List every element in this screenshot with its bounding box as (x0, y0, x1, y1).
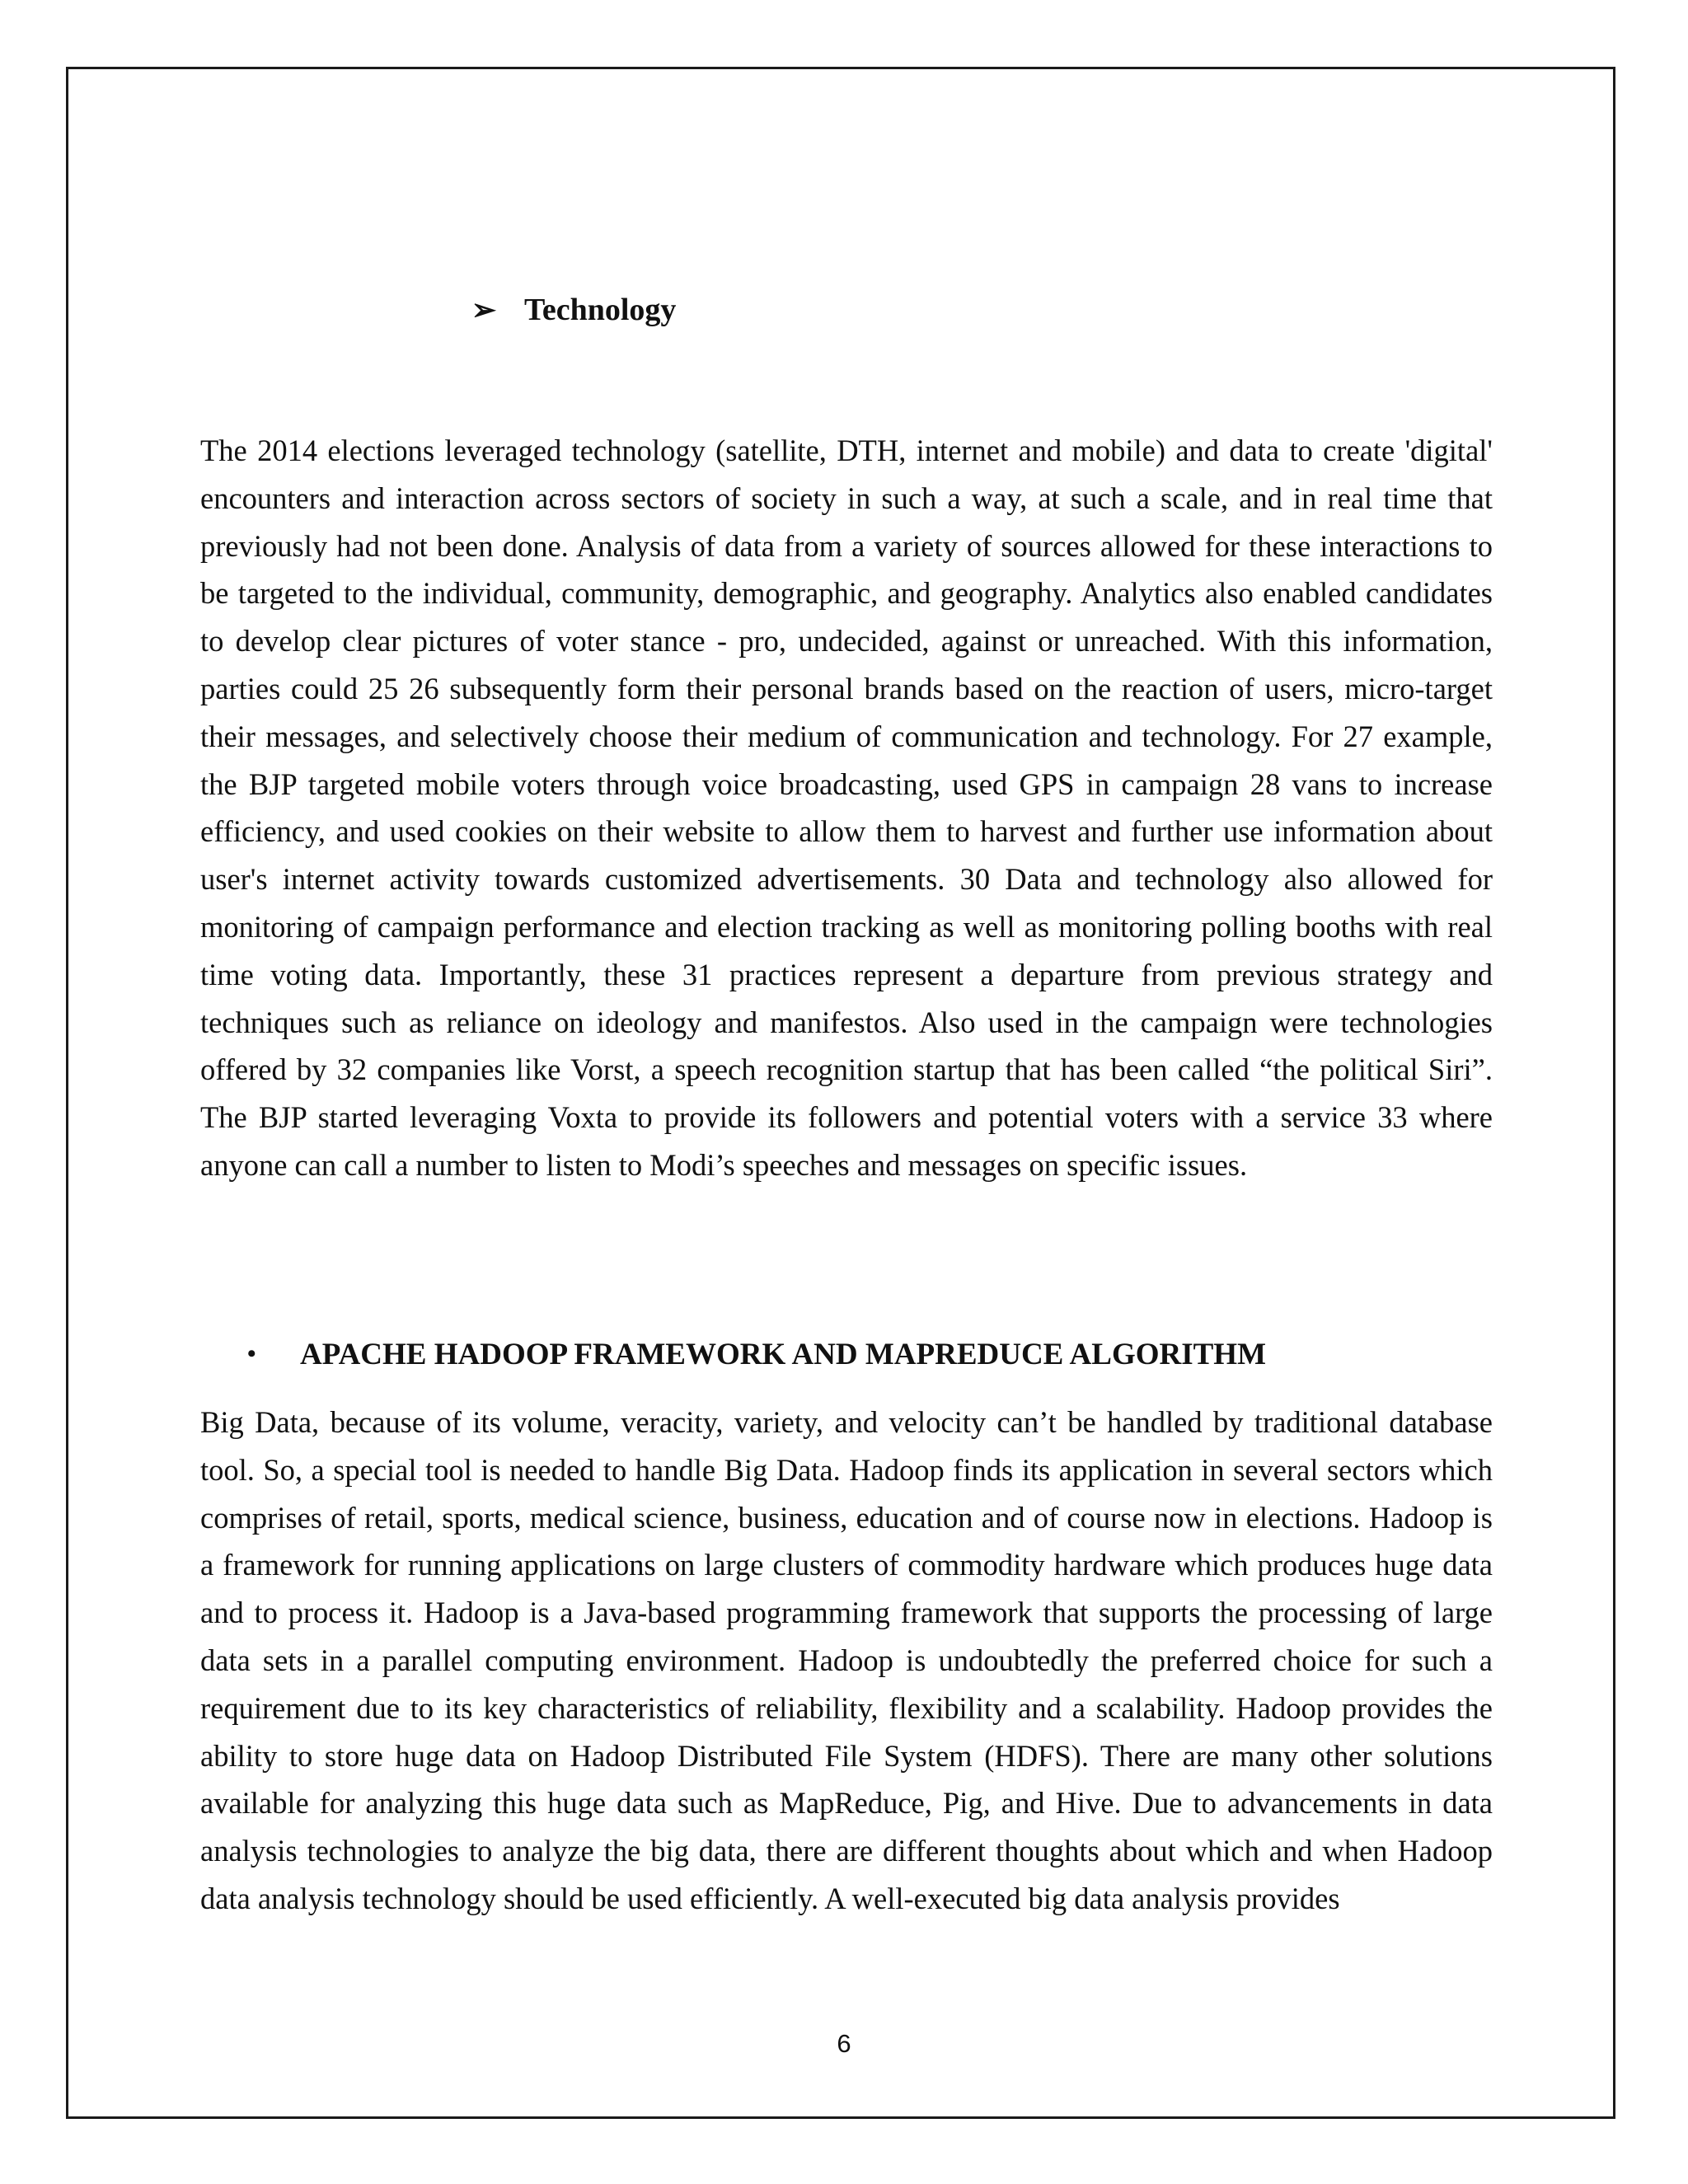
paragraph-hadoop: Big Data, because of its volume, veracity, variety, and velocity can’t be handled by traditional database tool. So, a special tool is needed to handle Big Data. Hadoop finds its application in several sectors which comprises of retail, sports, medical science, business, education and of course now in elections. Hadoop is a framework for running applications on large clusters of commodity hardware which produces huge data and to process it. Hadoop is a Java-based programming framework that supports the processing of large data sets in a parallel computing environment. Hadoop is undoubtedly the preferred choice for such a requirement due to its key characteristics of reliability, flexibility and a scalability. Hadoop provides the ability to store huge data on Hadoop Distributed File System (HDFS). There are many other solutions available for analyzing this huge data such as MapReduce, Pig, and Hive. Due to advancements in data analysis technologies to analyze the big data, there are different thoughts about which and when Hadoop data analysis technology should be used efficiently. A well-executed big data analysis provides (200, 1405, 1493, 1915)
bullet-dot-icon: • (247, 1340, 256, 1367)
section-heading-hadoop (247, 1331, 1266, 1377)
section-heading-technology (471, 287, 676, 333)
page-number: 6 (837, 2029, 851, 2058)
paragraph-technology: The 2014 elections leveraged technology (satellite, DTH, internet and mobile) and data to create 'digital' encounters and interaction across sectors of society in such a way, at such a scale, and in real time that previously had not been done. Analysis of data from a variety of sources allowed for these interactions to be targeted to the individual, community, demographic, and geography. Analytics also enabled candidates to develop clear pictures of voter stance - pro, undecided, against or unreached. With this information, parties could 25 26 subsequently form their personal brands based on the reaction of users, micro-target their messages, and selectively choose their medium of communication and technology. For 27 example, the BJP targeted mobile voters through voice broadcasting, used GPS in campaign 28 vans to increase efficiency, and used cookies on their website to allow them to harvest and further use information about user's internet activity towards customized advertisements. 30 Data and technology also allowed for monitoring of campaign performance and election tracking as well as monitoring polling booths with real time voting data. Importantly, these 31 practices represent a departure from previous strategy and techniques such as reliance on ideology and manifestos. Also used in the campaign were technologies offered by 32 companies like Vorst, a speech recognition startup that has been called “the political Siri”. The BJP started leveraging Voxta to provide its followers and potential voters with a service 33 where anyone can call a number to listen to Modi’s speeches and messages on specific issues. (200, 434, 1493, 1182)
arrow-bullet-icon: ➢ (471, 293, 497, 326)
section-heading-text: Technology (524, 293, 677, 327)
section-heading-text: APACHE HADOOP FRAMEWORK AND MAPREDUCE ALGORITHM (300, 1337, 1267, 1371)
